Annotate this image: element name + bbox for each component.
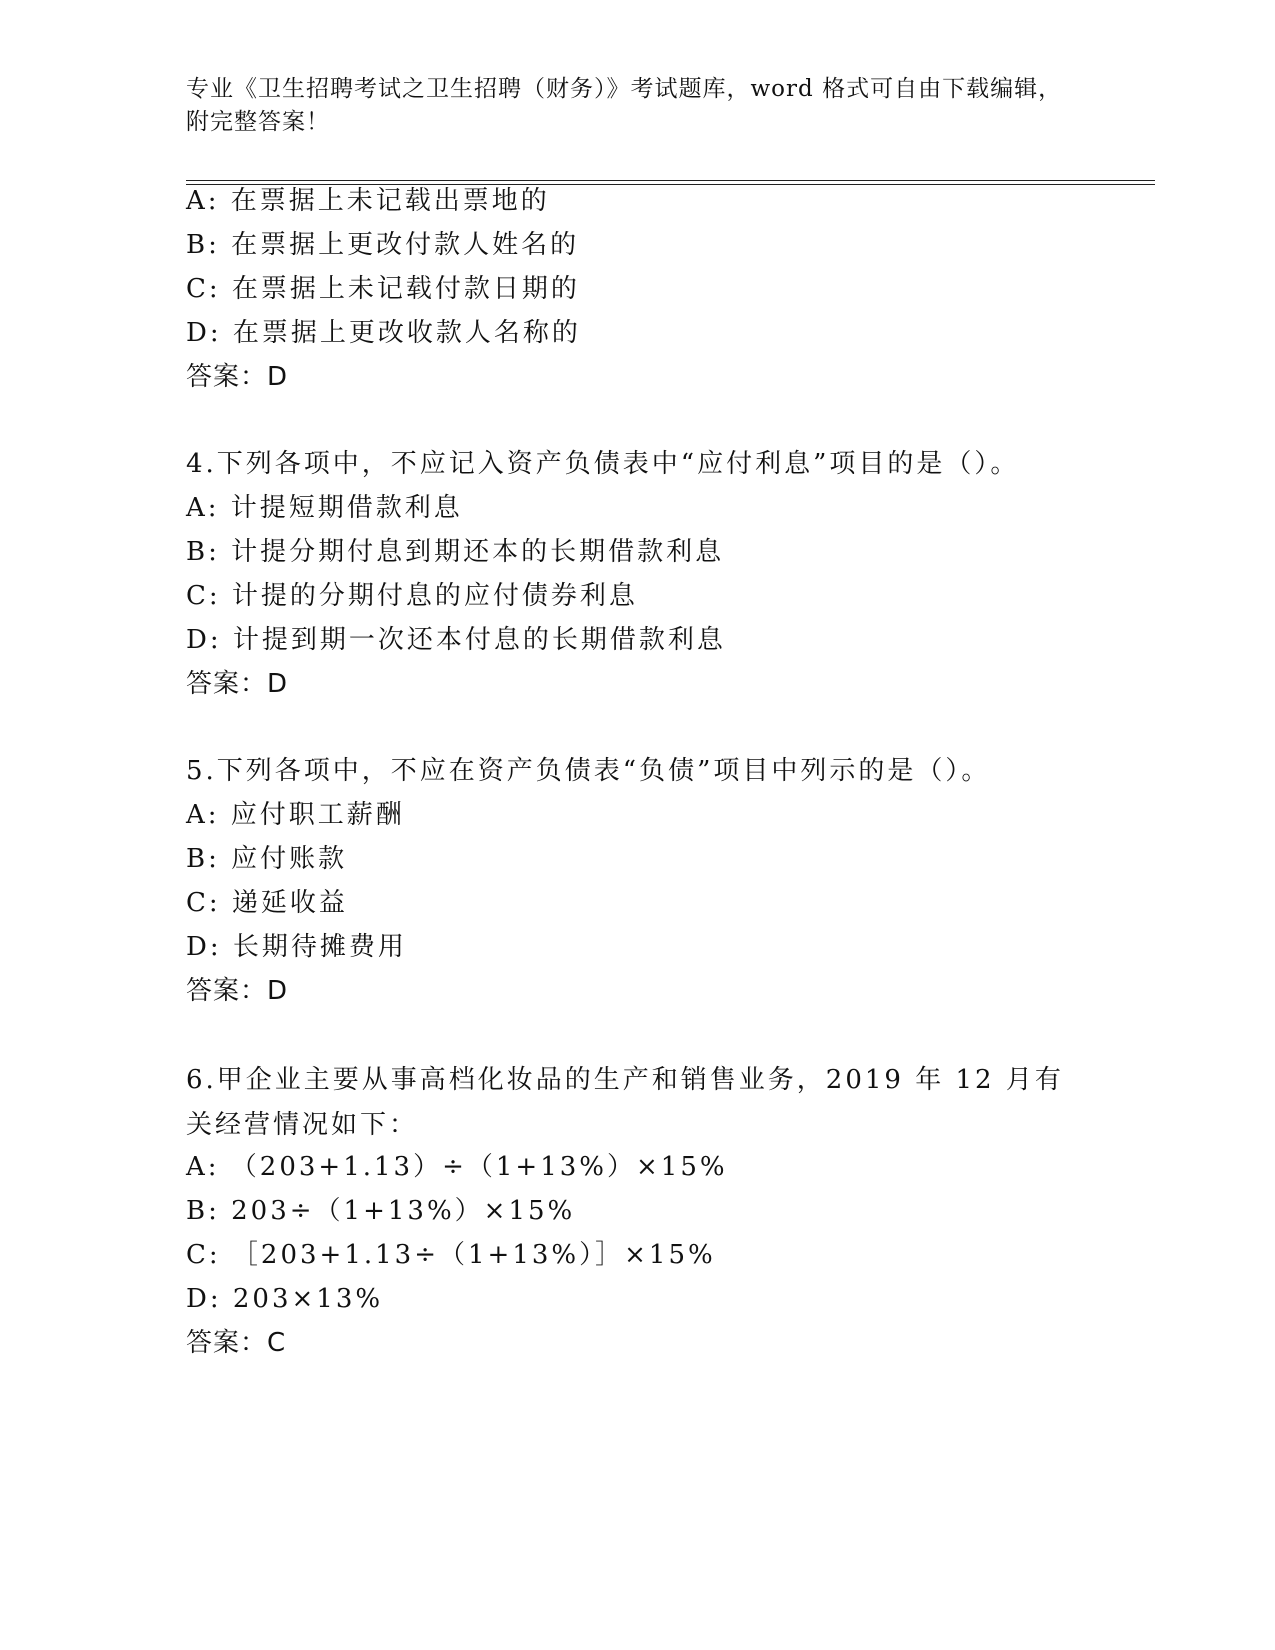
q6-question: 6.甲企业主要从事高档化妆品的生产和销售业务，2019 年 12 月有关经营情况如下： xyxy=(186,1065,1064,1140)
q5-answer: 答案：D xyxy=(186,976,289,1006)
q4-option-b: B: 计提分期付息到期还本的长期借款利息 xyxy=(186,537,725,567)
q6-option-b: B: 203÷（1+13%）×15% xyxy=(186,1196,576,1226)
q6-option-d: D: 203×13% xyxy=(186,1284,384,1314)
document-header: 专业《卫生招聘考试之卫生招聘（财务）》考试题库，word 格式可自由下载编辑，附完整答案！ xyxy=(186,76,1063,135)
q5-option-d: D: 长期待摊费用 xyxy=(186,932,407,962)
q3-option-d: D: 在票据上更改收款人名称的 xyxy=(186,318,581,348)
q3-option-b: B: 在票据上更改付款人姓名的 xyxy=(186,230,580,260)
q5-option-a: A: 应付职工薪酬 xyxy=(186,800,405,830)
q4-option-d: D: 计提到期一次还本付息的长期借款利息 xyxy=(186,625,726,655)
q6-option-c: C: ［203+1.13÷（1+13%）］×15% xyxy=(186,1240,716,1270)
q3-option-c: C: 在票据上未记载付款日期的 xyxy=(186,274,580,304)
q4-option-a: A: 计提短期借款利息 xyxy=(186,493,463,523)
q5-option-b: B: 应付账款 xyxy=(186,844,348,874)
q4-question: 4.下列各项中，不应记入资产负债表中“应付利息”项目的是（）。 xyxy=(186,449,1020,479)
q3-option-a: A: 在票据上未记载出票地的 xyxy=(186,186,550,216)
q5-option-c: C: 递延收益 xyxy=(186,888,348,918)
q3-answer: 答案：D xyxy=(186,362,289,392)
header-divider-top xyxy=(186,180,1155,181)
q4-option-c: C: 计提的分期付息的应付债券利息 xyxy=(186,581,638,611)
q5-question: 5.下列各项中，不应在资产负债表“负债”项目中列示的是（）。 xyxy=(186,756,991,786)
q6-answer: 答案：C xyxy=(186,1328,287,1358)
q4-answer: 答案：D xyxy=(186,669,289,699)
q6-option-a: A: （203+1.13）÷（1+13%）×15% xyxy=(186,1152,728,1182)
